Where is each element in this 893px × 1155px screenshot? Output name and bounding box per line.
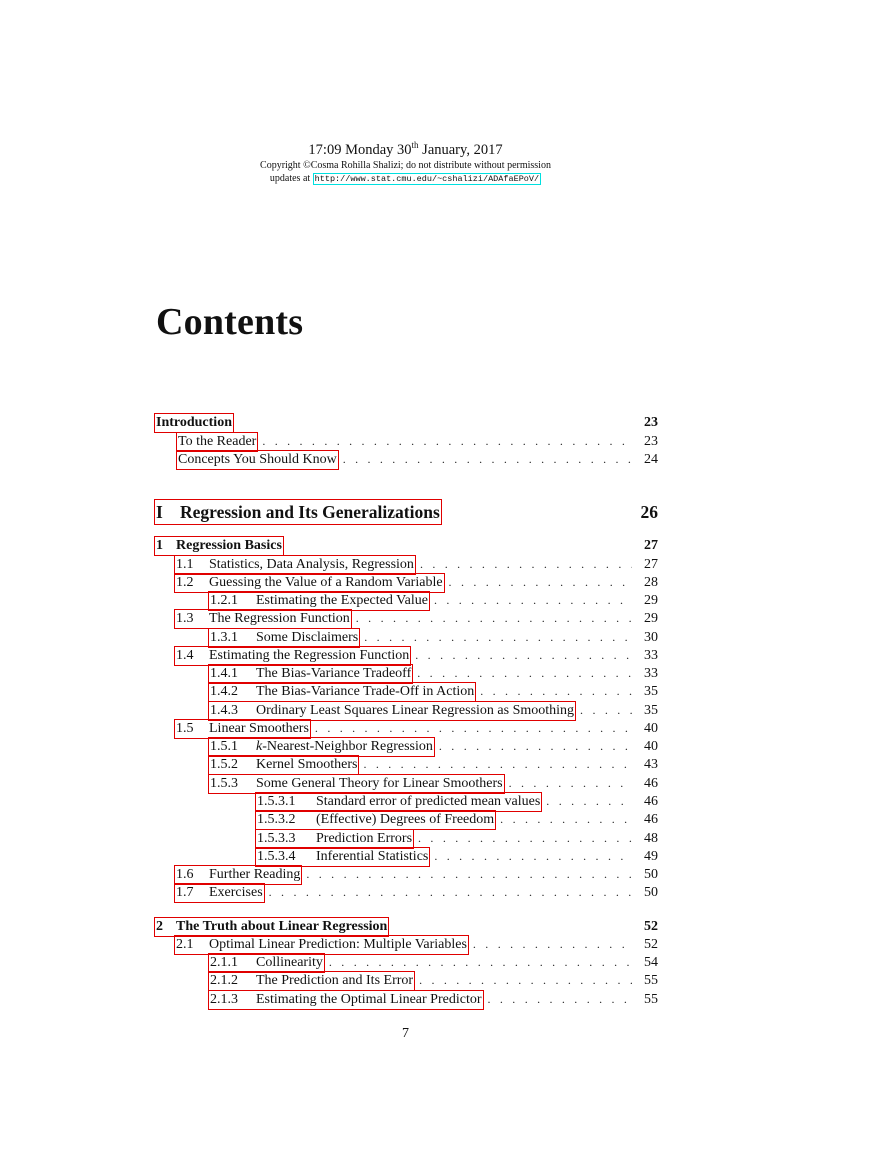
copyright-line: Copyright ©Cosma Rohilla Shalizi; do not distribute without permission	[260, 159, 551, 171]
toc-link-section-1-2[interactable]: 1.2 Guessing the Value of a Random Variable	[174, 573, 445, 593]
toc-section-1-7: 1.7 Exercises . . . 50	[154, 883, 658, 901]
toc-part-1: I Regression and Its Generalizations 26	[154, 499, 658, 523]
page-number: 7	[402, 1026, 409, 1041]
toc-subsection-1-3-1: 1.3.1 Some Disclaimers . . . 30	[154, 628, 658, 646]
toc-subsection-2-1-1: 2.1.1 Collinearity . . . 54	[154, 953, 658, 971]
toc-subsubsection-1-5-3-1: 1.5.3.1 Standard error of predicted mean values . . . 46	[154, 792, 658, 810]
toc-link-subsubsection-1-5-3-4[interactable]: 1.5.3.4 Inferential Statistics	[255, 847, 430, 867]
toc-link-section-1-6[interactable]: 1.6 Further Reading	[174, 865, 302, 885]
toc-link-section-1-4[interactable]: 1.4 Estimating the Regression Function	[174, 646, 411, 666]
toc-section-1-6: 1.6 Further Reading . . . 50	[154, 865, 658, 883]
toc-subsection-1-5-2: 1.5.2 Kernel Smoothers . . . 43	[154, 755, 658, 773]
toc-section-2-1: 2.1 Optimal Linear Prediction: Multiple Variables . . . 52	[154, 935, 658, 953]
toc-link-subsection-1-4-1[interactable]: 1.4.1 The Bias-Variance Tradeoff	[208, 664, 413, 684]
toc-subsection-1-2-1: 1.2.1 Estimating the Expected Value . . . 29	[154, 591, 658, 609]
toc-section-1-5: 1.5 Linear Smoothers . . . 40	[154, 719, 658, 737]
toc-link-subsection-1-3-1[interactable]: 1.3.1 Some Disclaimers	[208, 628, 360, 648]
toc-chapter-2: 2 The Truth about Linear Regression 52	[154, 917, 658, 935]
toc-subsection-2-1-3: 2.1.3 Estimating the Optimal Linear Predictor . . . 55	[154, 990, 658, 1008]
toc-link-subsection-1-5-1[interactable]: 1.5.1 k -Nearest-Neighbor Regression	[208, 737, 435, 757]
toc-link-subsubsection-1-5-3-2[interactable]: 1.5.3.2 (Effective) Degrees of Freedom	[255, 810, 496, 830]
toc-subsection-1-4-1: 1.4.1 The Bias-Variance Tradeoff . . . 33	[154, 664, 658, 682]
toc-link-subsection-1-5-2[interactable]: 1.5.2 Kernel Smoothers	[208, 755, 359, 775]
toc-section-1-3: 1.3 The Regression Function . . . 29	[154, 609, 658, 627]
copyright-link[interactable]: Cosma Rohilla Shalizi; do not distribute without permission	[310, 159, 551, 171]
toc-link-section-1-1[interactable]: 1.1 Statistics, Data Analysis, Regression	[174, 555, 416, 575]
toc-subsubsection-1-5-3-3: 1.5.3.3 Prediction Errors . . . 48	[154, 829, 658, 847]
toc-link-subsection-2-1-1[interactable]: 2.1.1 Collinearity	[208, 953, 325, 973]
toc-link-section-1-5[interactable]: 1.5 Linear Smoothers	[174, 719, 311, 739]
toc-link-subsection-2-1-3[interactable]: 2.1.3 Estimating the Optimal Linear Predictor	[208, 990, 484, 1010]
toc-subsubsection-1-5-3-2: 1.5.3.2 (Effective) Degrees of Freedom . . . 46	[154, 810, 658, 828]
toc-section-1-2: 1.2 Guessing the Value of a Random Variable . . . 28	[154, 573, 658, 591]
toc-link-part-1[interactable]: I Regression and Its Generalizations	[154, 499, 442, 525]
toc-link-section-2-1[interactable]: 2.1 Optimal Linear Prediction: Multiple Variables	[174, 935, 469, 955]
toc-chapter-1: 1 Regression Basics 27	[154, 536, 658, 554]
toc-subsubsection-1-5-3-4: 1.5.3.4 Inferential Statistics . . . 49	[154, 847, 658, 865]
toc-link-subsection-1-4-2[interactable]: 1.4.2 The Bias-Variance Trade-Off in Action	[208, 682, 476, 702]
page-header	[0, 136, 811, 186]
toc-section-1-1: 1.1 Statistics, Data Analysis, Regression . . . 27	[154, 555, 658, 573]
toc-link-section-1-7[interactable]: 1.7 Exercises	[174, 883, 265, 903]
toc-link-subsection-1-5-3[interactable]: 1.5.3 Some General Theory for Linear Smoothers	[208, 774, 505, 794]
updates-line: updates at http://www.stat.cmu.edu/~cshalizi/ADAfaEPoV/	[269, 172, 540, 184]
page-title: Contents	[156, 301, 304, 343]
toc-subsection-2-1-2: 2.1.2 The Prediction and Its Error . . . 55	[154, 971, 658, 989]
toc-link-chapter-2[interactable]: 2 The Truth about Linear Regression	[154, 917, 389, 937]
toc-link-subsubsection-1-5-3-3[interactable]: 1.5.3.3 Prediction Errors	[255, 829, 414, 849]
toc-link-subsection-1-4-3[interactable]: 1.4.3 Ordinary Least Squares Linear Regression as Smoothing	[208, 701, 576, 721]
toc-link-introduction[interactable]: Introduction	[154, 413, 234, 433]
toc-subsection-1-4-3: 1.4.3 Ordinary Least Squares Linear Regression as Smoothing . . . 35	[154, 701, 658, 719]
toc-section-1-4: 1.4 Estimating the Regression Function . . . 33	[154, 646, 658, 664]
timestamp: 17:09 Monday 30th January, 2017	[308, 140, 503, 158]
updates-url-link[interactable]: http://www.stat.cmu.edu/~cshalizi/ADAfaEPoV/	[314, 173, 540, 184]
toc-entry-introduction: Introduction 23	[154, 413, 658, 431]
toc-link-to-the-reader[interactable]: To the Reader	[176, 432, 258, 452]
toc-subsection-1-5-3: 1.5.3 Some General Theory for Linear Smoothers . . . 46	[154, 774, 658, 792]
toc-link-subsection-2-1-2[interactable]: 2.1.2 The Prediction and Its Error	[208, 971, 415, 991]
toc-link-section-1-3[interactable]: 1.3 The Regression Function	[174, 609, 352, 629]
toc-subsection-1-5-1: 1.5.1 k -Nearest-Neighbor Regression . . . 40	[154, 737, 658, 755]
toc-link-concepts[interactable]: Concepts You Should Know	[176, 450, 339, 470]
toc-link-subsubsection-1-5-3-1[interactable]: 1.5.3.1 Standard error of predicted mean values	[255, 792, 542, 812]
toc-link-subsection-1-2-1[interactable]: 1.2.1 Estimating the Expected Value	[208, 591, 430, 611]
toc-entry-to-the-reader: To the Reader . . . 23	[154, 432, 658, 450]
toc-entry-concepts: Concepts You Should Know . . . 24	[154, 450, 658, 468]
toc-subsection-1-4-2: 1.4.2 The Bias-Variance Trade-Off in Action . . . 35	[154, 682, 658, 700]
toc-link-chapter-1[interactable]: 1 Regression Basics	[154, 536, 284, 556]
